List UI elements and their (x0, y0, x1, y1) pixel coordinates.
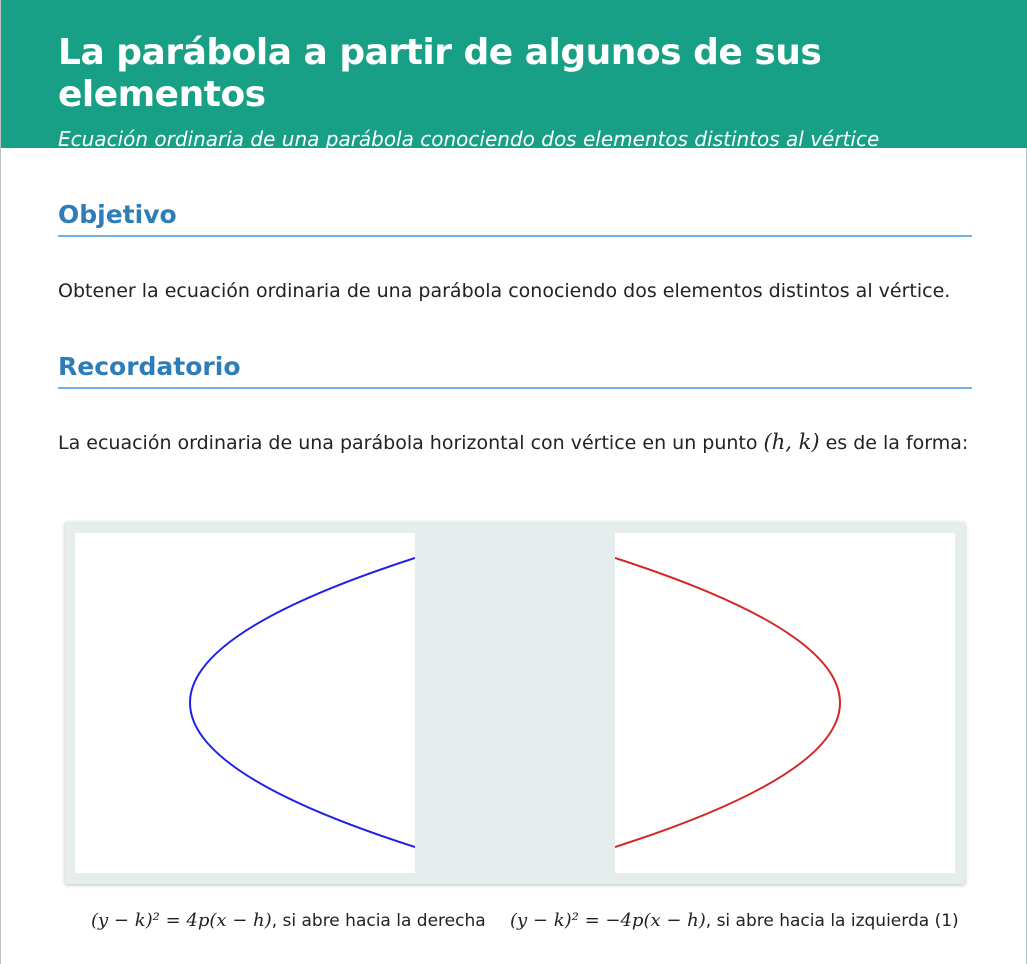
caption-right-opening-text: , si abre hacia la derecha (271, 911, 486, 931)
vertex-point: (h, k) (763, 430, 820, 454)
recordatorio-heading: Recordatorio (58, 351, 972, 389)
right-opening-parabola-curve (190, 558, 415, 847)
right-opening-parabola-plot (75, 533, 415, 873)
recordatorio-text (58, 426, 972, 459)
caption-left-opening-text: , si abre hacia la izquierda (1) (705, 911, 959, 931)
equation-left-opening: (y − k)² = −4p(x − h) (510, 910, 706, 931)
objetivo-text: Obtener la ecuación ordinaria de una parábola conociendo dos elementos distintos al vértice. (58, 280, 951, 302)
caption-right-opening (91, 910, 486, 931)
recordatorio-text-after: es de la forma: (819, 432, 969, 454)
caption-left-opening (510, 910, 959, 931)
recordatorio-text-before: La ecuación ordinaria de una parábola horizontal con vértice en un punto (58, 432, 764, 454)
page-subtitle: Ecuación ordinaria de una parábola conociendo dos elementos distintos al vértice (58, 127, 880, 151)
page-title: La parábola a partir de algunos de sus elementos (58, 32, 822, 115)
equation-right-opening: (y − k)² = 4p(x − h) (91, 910, 272, 931)
left-opening-parabola-plot (615, 533, 955, 873)
left-opening-parabola-panel (615, 533, 955, 873)
objetivo-heading: Objetivo (58, 199, 972, 237)
parabola-figure (65, 522, 965, 884)
right-opening-parabola-panel (75, 533, 415, 873)
left-opening-parabola-curve (615, 558, 840, 847)
header-banner (1, 0, 1027, 151)
